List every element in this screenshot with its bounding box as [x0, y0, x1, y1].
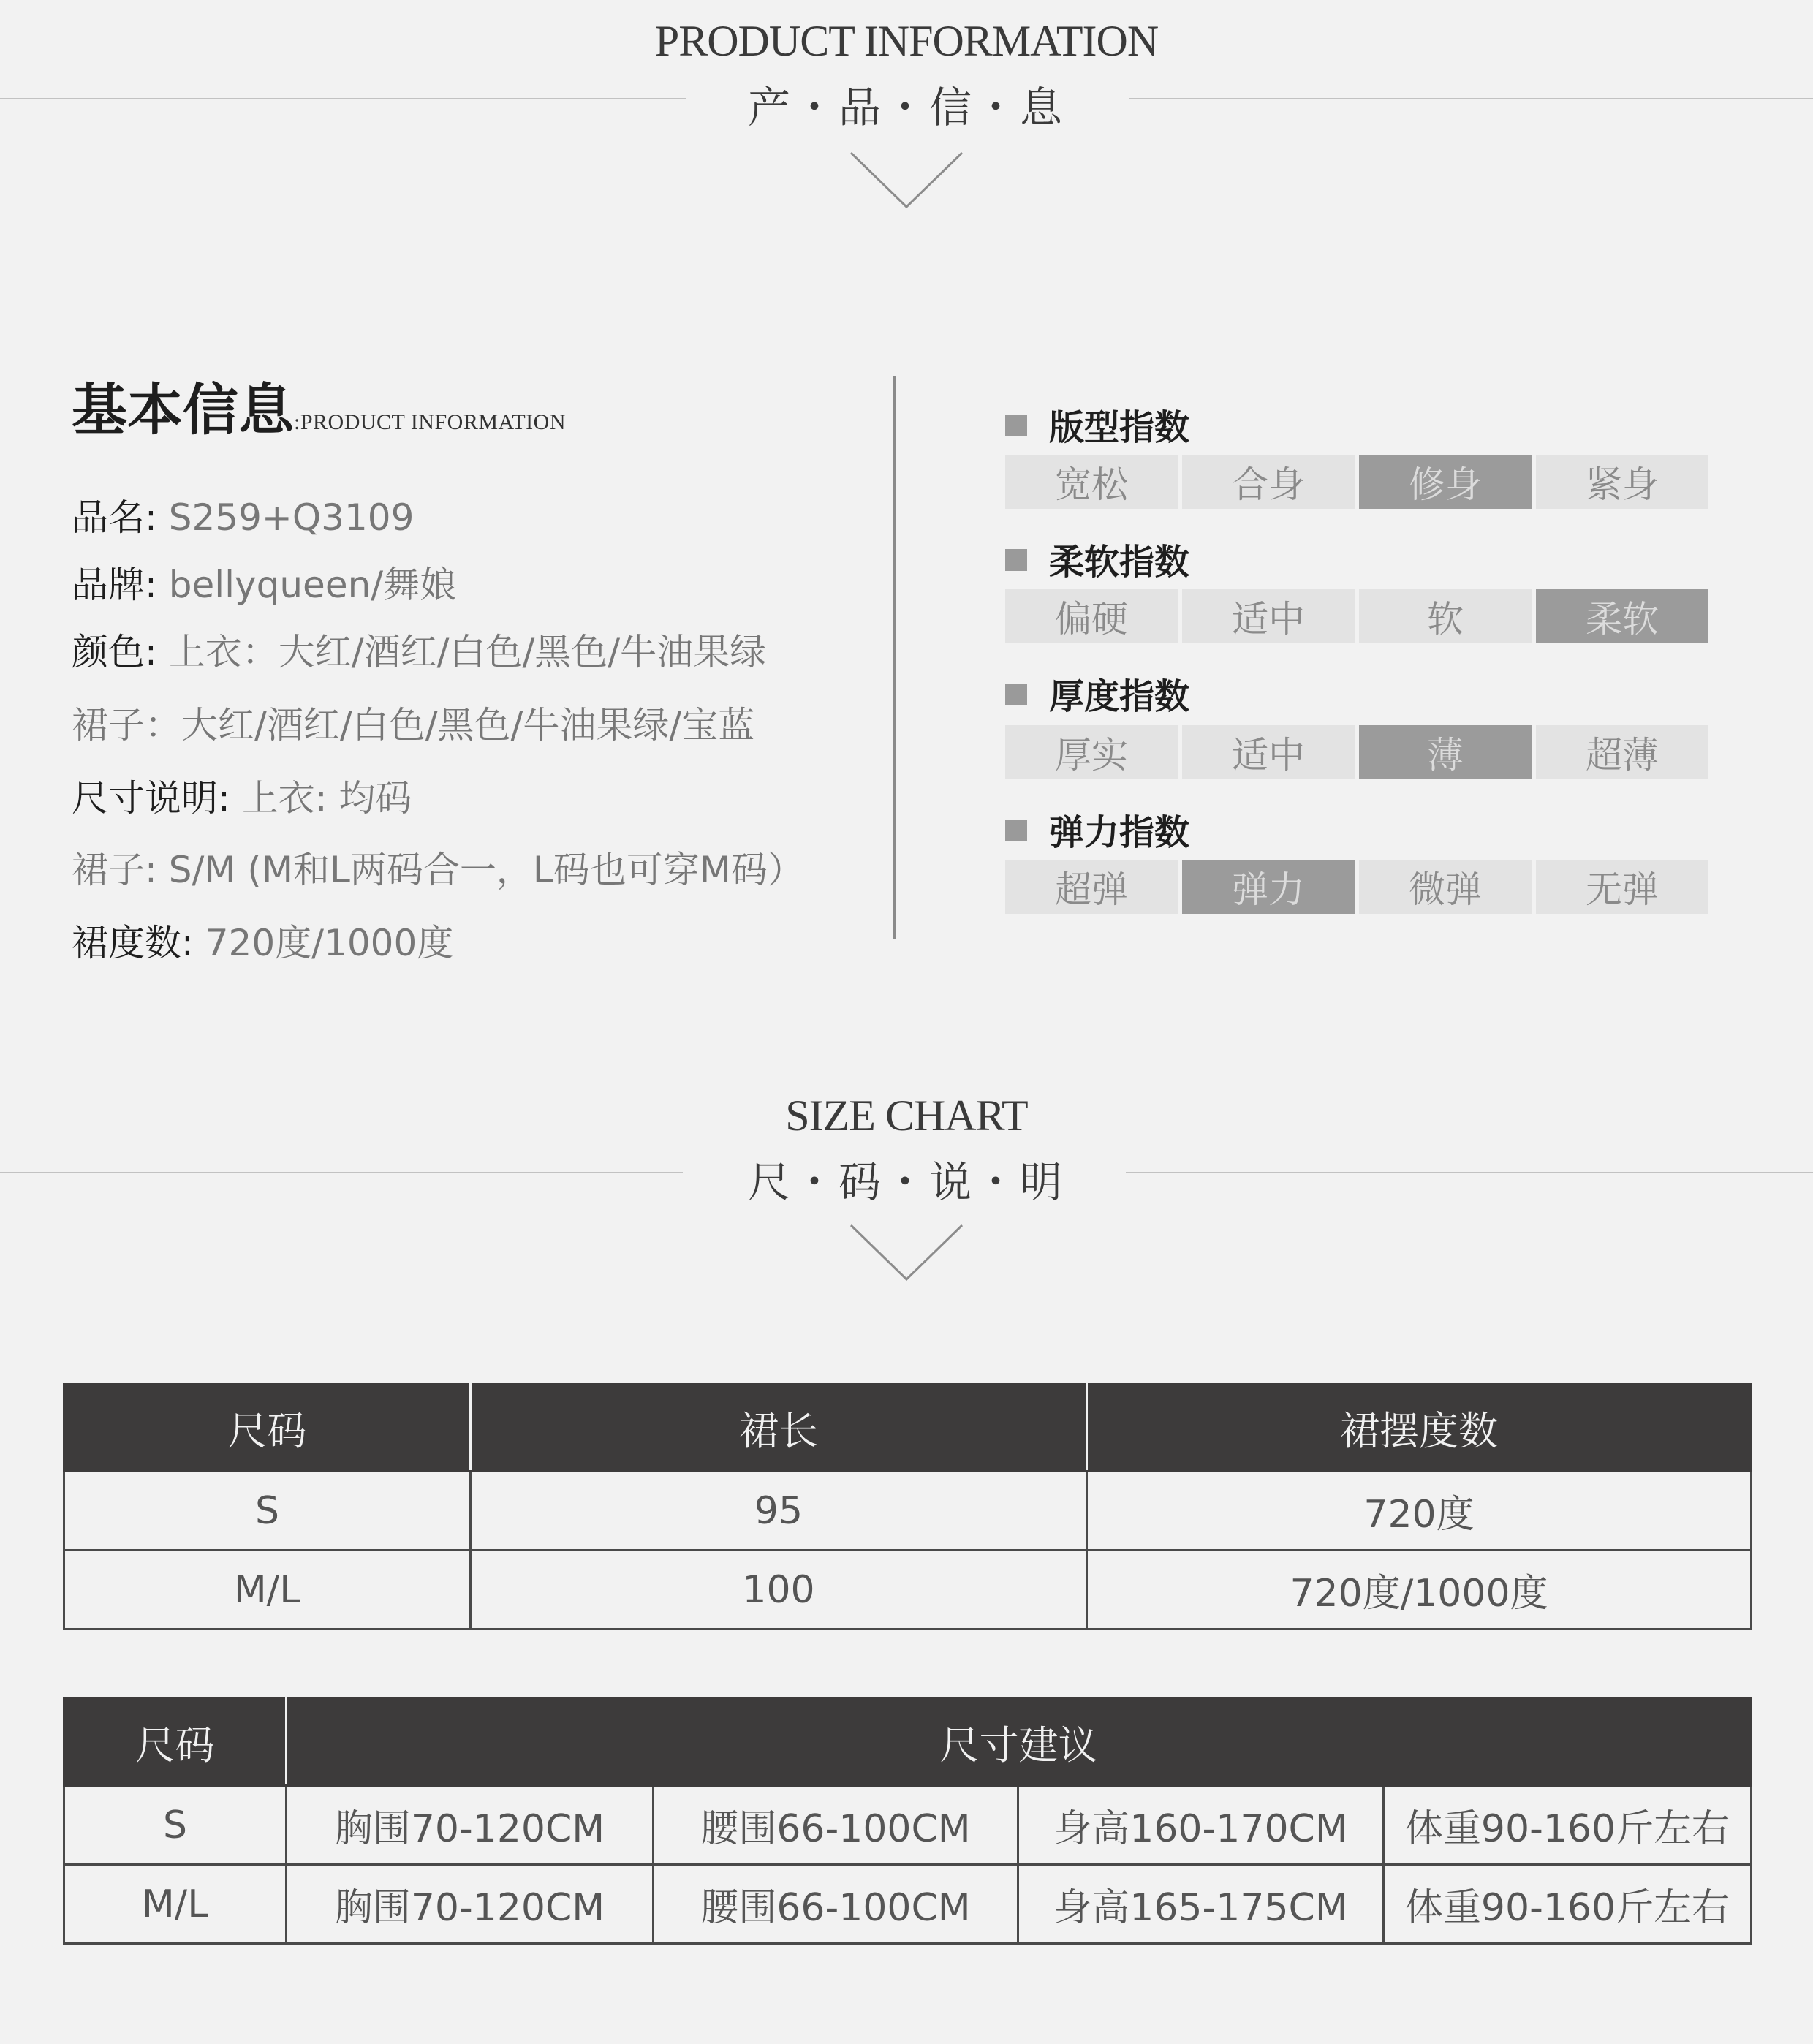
- info-key: 裙度数: [72, 922, 181, 964]
- info-key: 品名: [72, 496, 145, 539]
- index-option: 超薄: [1536, 725, 1708, 779]
- info-value: 上衣：大红/酒红/白色/黑色/牛油果绿: [168, 631, 767, 673]
- vertical-divider: [893, 376, 896, 939]
- square-bullet-icon: [1005, 549, 1027, 571]
- index-scale: [1005, 589, 1708, 643]
- table-cell: 腰围66-100CM: [654, 1786, 1018, 1865]
- section-title-en: PRODUCT INFORMATION: [654, 17, 1159, 65]
- index-option: 紧身: [1536, 455, 1708, 509]
- info-line: [72, 914, 453, 966]
- index-option: 软: [1359, 589, 1532, 643]
- size-chart-title-cn: 尺・码・说・明: [747, 1157, 1065, 1207]
- table-header: 尺码: [64, 1385, 471, 1472]
- size-table-suggestion: [63, 1697, 1752, 1945]
- square-bullet-icon: [1005, 684, 1027, 705]
- table-row: [64, 1551, 1752, 1629]
- table-cell: 720度: [1087, 1472, 1752, 1551]
- info-value: S259+Q3109: [168, 496, 415, 539]
- index-scale: [1005, 860, 1708, 914]
- info-separator: :: [145, 631, 169, 673]
- basic-info-title-cn: 基本信息: [72, 377, 294, 442]
- table-cell: 95: [471, 1472, 1087, 1551]
- index-option: 适中: [1182, 589, 1355, 643]
- index-option-selected: 弹力: [1182, 860, 1355, 914]
- index-scale: [1005, 725, 1708, 779]
- info-separator: :: [145, 496, 169, 539]
- info-line: [72, 696, 754, 749]
- index-option: 超弹: [1005, 860, 1178, 914]
- table-cell: 720度/1000度: [1087, 1551, 1752, 1629]
- table-cell: 胸围70-120CM: [287, 1865, 654, 1944]
- index-option: 微弹: [1359, 860, 1532, 914]
- info-line: [72, 488, 414, 541]
- index-title-text: 厚度指数: [1049, 676, 1190, 717]
- index-option-selected: 修身: [1359, 455, 1532, 509]
- table-header: 尺寸建议: [287, 1699, 1752, 1786]
- index-option: 无弹: [1536, 860, 1708, 914]
- index-option: 厚实: [1005, 725, 1178, 779]
- info-line: [72, 623, 766, 675]
- table-header: 尺码: [64, 1699, 287, 1786]
- info-value: 裙子：大红/酒红/白色/黑色/牛油果绿/宝蓝: [72, 704, 755, 746]
- info-value: 裙子: S/M (M和L两码合一，L码也可穿M码）: [72, 849, 804, 891]
- table-cell: 身高165-175CM: [1018, 1865, 1384, 1944]
- info-separator: :: [145, 564, 169, 606]
- table-cell: S: [64, 1786, 287, 1865]
- chevron-down-icon: [848, 150, 965, 211]
- table-row: [64, 1786, 1752, 1865]
- table-cell: S: [64, 1472, 471, 1551]
- index-title-text: 柔软指数: [1049, 542, 1190, 583]
- info-line: [72, 556, 456, 608]
- index-option-selected: 柔软: [1536, 589, 1708, 643]
- info-value: 720度/1000度: [205, 922, 454, 964]
- basic-info-title: [72, 366, 566, 445]
- index-option: 适中: [1182, 725, 1355, 779]
- index-title: [1005, 668, 1189, 719]
- basic-info-subtitle: :PRODUCT INFORMATION: [294, 410, 566, 434]
- square-bullet-icon: [1005, 820, 1027, 841]
- table-cell: M/L: [64, 1551, 471, 1629]
- index-title: [1005, 399, 1189, 450]
- info-value: bellyqueen/舞娘: [168, 564, 457, 606]
- info-line: [72, 841, 804, 893]
- index-option: 偏硬: [1005, 589, 1178, 643]
- chevron-down-icon: [848, 1222, 965, 1284]
- size-chart-title-en: SIZE CHART: [785, 1091, 1028, 1140]
- table-row: [64, 1472, 1752, 1551]
- table-cell: 胸围70-120CM: [287, 1786, 654, 1865]
- index-title-text: 弹力指数: [1049, 812, 1190, 853]
- table-cell: M/L: [64, 1865, 287, 1944]
- index-title: [1005, 804, 1189, 855]
- section-title-cn: 产・品・信・息: [747, 83, 1065, 132]
- table-row: [64, 1865, 1752, 1944]
- table-cell: 身高160-170CM: [1018, 1786, 1384, 1865]
- table-header: 裙摆度数: [1087, 1385, 1752, 1472]
- square-bullet-icon: [1005, 415, 1027, 436]
- info-value: 上衣: 均码: [241, 777, 412, 820]
- table-cell: 体重90-160斤左右: [1384, 1865, 1752, 1944]
- index-option: 宽松: [1005, 455, 1178, 509]
- size-table-length: [63, 1383, 1752, 1630]
- info-separator: :: [181, 922, 205, 964]
- index-option: 合身: [1182, 455, 1355, 509]
- table-header: 裙长: [471, 1385, 1087, 1472]
- info-key: 颜色: [72, 631, 145, 673]
- info-key: 尺寸说明: [72, 777, 218, 820]
- index-title: [1005, 534, 1189, 584]
- table-cell: 体重90-160斤左右: [1384, 1786, 1752, 1865]
- table-cell: 腰围66-100CM: [654, 1865, 1018, 1944]
- info-separator: :: [218, 777, 242, 820]
- index-scale: [1005, 455, 1708, 509]
- info-key: 品牌: [72, 564, 145, 606]
- index-option-selected: 薄: [1359, 725, 1532, 779]
- table-cell: 100: [471, 1551, 1087, 1629]
- info-line: [72, 769, 412, 822]
- index-title-text: 版型指数: [1049, 407, 1190, 448]
